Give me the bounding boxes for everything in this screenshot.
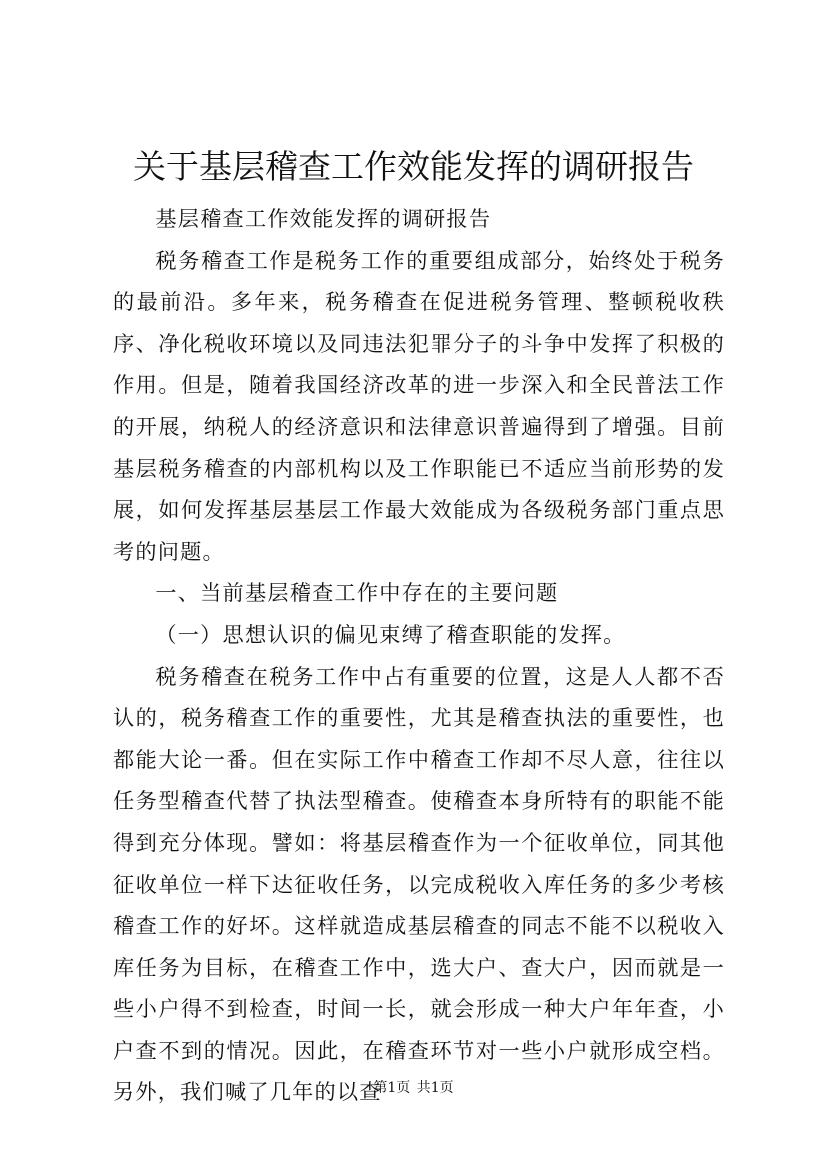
- intro-paragraph: 税务稽查工作是税务工作的重要组成部分，始终处于税务的最前沿。多年来，税务稽查在促进税务管理、整顿税收秩序、净化税收环境以及同违法犯罪分子的斗争中发挥了积极的作用。但是，随着我国经济改革的进一步深入和全民普法工作的开展，纳税人的经济意识和法律意识普遍得到了增强。目前基层税务稽查的内部机构以及工作职能已不适应当前形势的发展，如何发挥基层基层工作最大效能成为各级税务部门重点思考的问题。: [113, 247, 725, 564]
- page-number: 第1页 共1页: [373, 1080, 454, 1096]
- subtitle-paragraph: 基层稽查工作效能发挥的调研报告: [155, 206, 492, 231]
- document-body: [113, 198, 725, 1113]
- section-heading: 一、当前基层稽查工作中存在的主要问题: [155, 580, 559, 606]
- body-paragraph: 税务稽查在税务工作中占有重要的位置，这是人人都不否认的，税务稽查工作的重要性，尤其是稽查执法的重要性，也都能大论一番。但在实际工作中稽查工作却不尽人意，往往以任务型稽查代替了执法型稽查。使稽查本身所特有的职能不能得到充分体现。譬如：将基层稽查作为一个征收单位，同其他征收单位一样下达征收任务，以完成税收入库任务的多少考核稽查工作的好坏。这样就造成基层稽查的同志不能不以税收入库任务为目标，在稽查工作中，选大户、查大户，因而就是一些小户得不到检查，时间一长，就会形成一种大户年年查，小户查不到的情况。因此，在稽查环节对一些小户就形成空档。另外，我们喊了几年的以查: [113, 663, 725, 1105]
- document-title: 关于基层稽查工作效能发挥的调研报告: [133, 147, 694, 186]
- subsection-heading: （一）思想认识的偏见束缚了稽查职能的发挥。: [155, 621, 626, 647]
